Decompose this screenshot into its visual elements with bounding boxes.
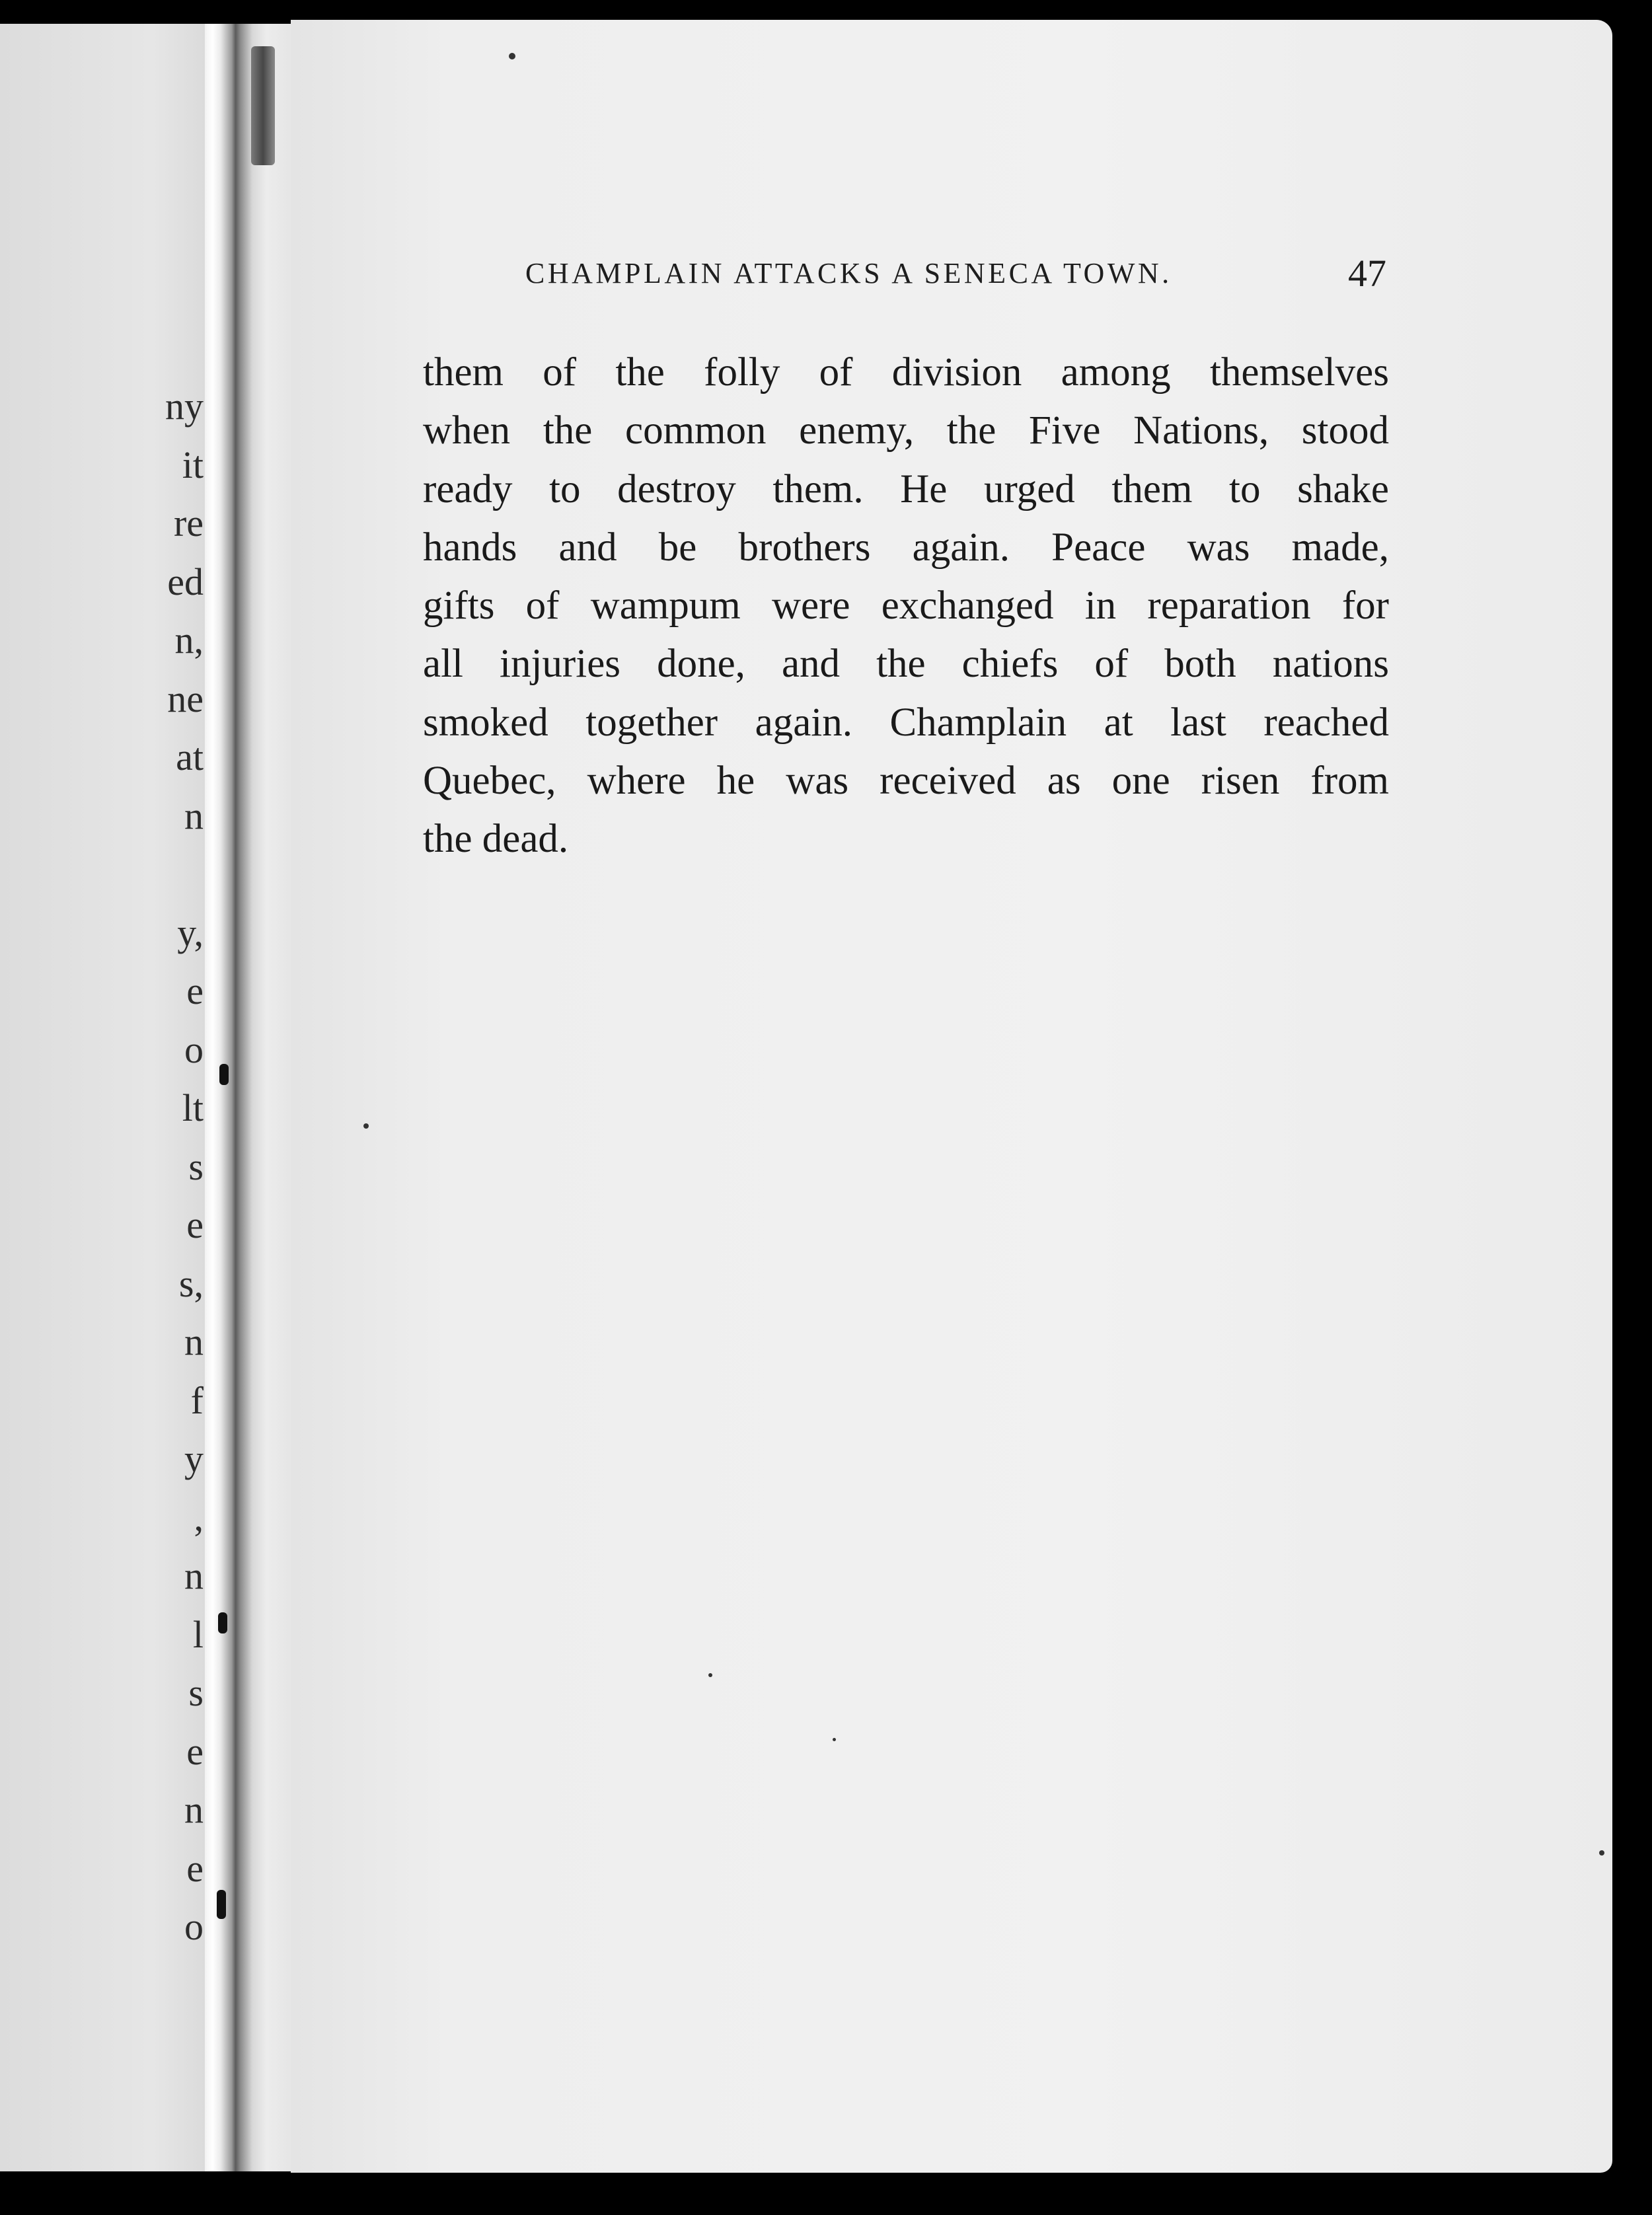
dust-speck xyxy=(708,1673,712,1677)
binding-mark xyxy=(219,1064,229,1085)
page-number: 47 xyxy=(1348,252,1386,295)
dust-speck xyxy=(1599,1850,1604,1856)
book-gutter xyxy=(205,24,304,2171)
fragment: e xyxy=(186,1203,204,1246)
fragment: ny xyxy=(165,385,204,428)
fragment: s xyxy=(188,1671,204,1714)
previous-page-edge xyxy=(0,24,218,2171)
fragment: re xyxy=(173,502,204,544)
fragment: l xyxy=(192,1612,204,1656)
body-paragraph xyxy=(423,344,1389,869)
text-line: hands and be brothers again. Peace was made, xyxy=(423,525,1389,570)
fragment: lt xyxy=(182,1086,204,1129)
fragment: o xyxy=(184,1905,204,1948)
fragment: s, xyxy=(178,1261,204,1305)
running-head: CHAMPLAIN ATTACKS A SENECA TOWN. xyxy=(525,257,1172,289)
text-line: them of the folly of division among themselves xyxy=(423,350,1389,394)
fragment: e xyxy=(186,1846,204,1890)
text-line: the dead. xyxy=(423,817,569,862)
gutter-shadow xyxy=(251,46,275,165)
binding-mark xyxy=(217,1890,226,1919)
fragment: y xyxy=(184,1437,204,1480)
text-line: Quebec, where he was received as one risen from xyxy=(423,759,1389,804)
fragment: o xyxy=(184,1028,204,1071)
dust-speck xyxy=(833,1738,836,1741)
fragment: f xyxy=(190,1378,204,1422)
fragment: e xyxy=(186,969,204,1012)
binding-mark xyxy=(218,1612,227,1633)
fragment: , xyxy=(194,1495,204,1539)
dust-speck xyxy=(509,53,515,59)
text-line: when the common enemy, the Five Nations, stood xyxy=(423,408,1389,453)
text-line: gifts of wampum were exchanged in reparation for xyxy=(423,583,1389,628)
fragment: it xyxy=(182,443,204,486)
fragment: at xyxy=(176,735,204,778)
fragment: n xyxy=(184,794,204,837)
text-line: all injuries done, and the chiefs of both nations xyxy=(423,642,1389,687)
fragment xyxy=(151,845,204,904)
fragment: e xyxy=(186,1729,204,1773)
fragment: ne xyxy=(167,677,204,720)
text-line: ready to destroy them. He urged them to shake xyxy=(423,467,1389,511)
text-line: smoked together again. Champlain at last reached xyxy=(423,700,1389,745)
previous-page-line-endings xyxy=(151,377,204,1957)
dust-speck xyxy=(363,1123,369,1129)
fragment: n xyxy=(184,1788,204,1831)
page xyxy=(291,20,1612,2173)
fragment: n xyxy=(184,1554,204,1597)
fragment: s xyxy=(188,1145,204,1188)
fragment: n xyxy=(184,1320,204,1363)
fragment: y, xyxy=(177,911,204,954)
fragment: n, xyxy=(174,619,204,661)
fragment: ed xyxy=(167,560,204,603)
